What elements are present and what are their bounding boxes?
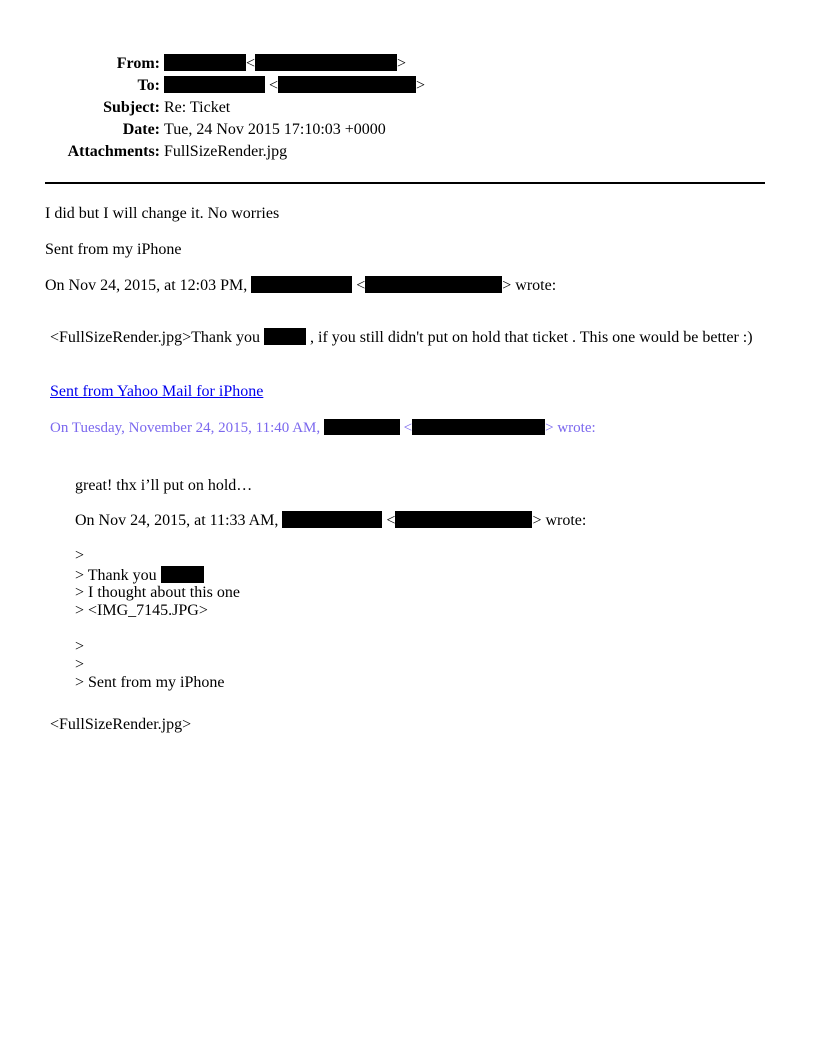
redacted-name-3 [324,419,400,435]
redacted-sender-name [164,54,246,71]
from-gt: > [397,55,407,72]
attachments-value: FullSizeRender.jpg [164,143,288,160]
to-gt: > [416,77,426,94]
to-label: To: [137,77,160,94]
from-lt: < [246,55,256,72]
thank-prefix: <FullSizeRender.jpg>Thank you [50,329,261,346]
great-line: great! thx i’ll put on hold… [75,477,253,494]
redacted-email-4 [395,511,532,528]
from-row [0,53,816,75]
quoted-line: > [75,638,85,655]
quote-attribution-2 [50,418,596,438]
wrote3-lt: < [386,512,396,529]
subject-value: Re: Ticket [164,99,231,116]
date-label: Date: [122,121,160,138]
redacted-recipient-email [278,76,416,93]
redacted-name-4 [282,511,382,528]
to-lt: < [269,77,279,94]
quoted-line: > [75,656,85,673]
to-value [164,75,425,97]
redacted-name-1 [251,276,352,293]
header-divider [45,182,765,184]
subject-row [0,97,816,119]
wrote1-suffix: > wrote: [502,277,557,294]
q2-prefix: > Thank you [75,567,157,584]
wrote2-lt: < [403,420,413,436]
attachments-row [0,141,816,163]
email-header [0,53,816,163]
wrote3-prefix: On Nov 24, 2015, at 11:33 AM, [75,512,279,529]
reply-signature: Sent from my iPhone [45,241,182,258]
final-attachment: <FullSizeRender.jpg> [50,716,192,733]
quoted-line: > I thought about this one [75,584,241,601]
wrote2-suffix: > wrote: [545,420,596,436]
quoted-line: > [75,547,85,564]
attachments-label: Attachments: [67,143,160,160]
wrote3-suffix: > wrote: [532,512,587,529]
wrote2-prefix: On Tuesday, November 24, 2015, 11:40 AM, [50,420,321,436]
redacted-recipient-name [164,76,265,93]
redacted-name-5 [161,566,204,583]
redacted-email-3 [412,419,545,435]
redacted-sender-email [255,54,397,71]
yahoo-mail-link[interactable]: Sent from Yahoo Mail for iPhone [50,383,264,400]
quote-attribution-3 [75,511,586,531]
quoted-thank-you [75,566,204,585]
thank-suffix: , if you still didn't put on hold that ticket . This one would be better :) [310,329,753,346]
quoted-signature: > Sent from my iPhone [75,674,225,691]
wrote1-prefix: On Nov 24, 2015, at 12:03 PM, [45,277,248,294]
redacted-email-1 [365,276,502,293]
quote-attribution-1 [45,276,556,296]
subject-label: Subject: [103,99,160,116]
yahoo-signature [50,382,263,402]
quoted-attachment: > <IMG_7145.JPG> [75,602,208,619]
thank-you-line [50,328,753,348]
wrote1-lt: < [356,277,366,294]
from-value [164,53,406,75]
to-row [0,75,816,97]
date-row [0,119,816,141]
date-value: Tue, 24 Nov 2015 17:10:03 +0000 [164,121,386,138]
redacted-name-2 [264,328,306,345]
reply-text: I did but I will change it. No worries [45,205,280,222]
from-label: From: [116,55,160,72]
